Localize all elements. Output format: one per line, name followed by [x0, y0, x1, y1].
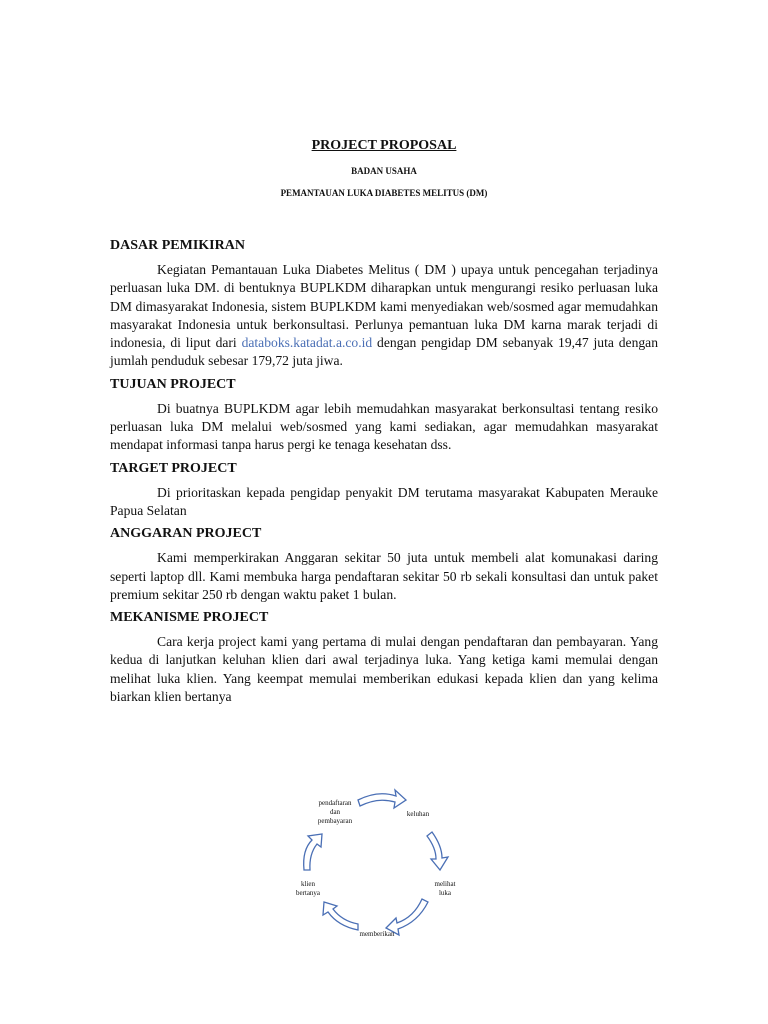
document-body	[110, 237, 658, 711]
section-text-anggaran: Kami memperkirakan Anggaran sekitar 50 juta untuk membeli alat komunakasi daring seperti laptop dll. Kami membuka harga pendaftaran sekitar 50 rb sekali konsultasi dan untuk paket premium sekitar 250 rb dengan waktu paket 1 bulan.	[110, 550, 658, 602]
section-heading-tujuan: TUJUAN PROJECT	[110, 376, 236, 392]
section-text-dasar	[110, 261, 658, 371]
step5-line2: bertanya	[295, 889, 321, 897]
section-heading-mekanisme: MEKANISME PROJECT	[110, 610, 269, 626]
step5-line1: klien	[301, 880, 315, 888]
cycle-step-4-label: memberikan	[359, 930, 395, 938]
arrow-step5-to-step1	[304, 834, 322, 870]
section-heading-target: TARGET PROJECT	[110, 460, 237, 476]
section-heading-anggaran: ANGGARAN PROJECT	[110, 526, 262, 542]
step1-line3: pembayaran	[317, 817, 353, 825]
document-title: PROJECT PROPOSAL	[311, 138, 457, 153]
section-text-mekanisme: Cara kerja project kami yang pertama di mulai dengan pendaftaran dan pembayaran. Yang kedua di lanjutkan keluhan klien dari awal terjadinya luka. Yang ketiga kami memulai dengan melihat luka klien. Yang keempat memulai memberikan edukasi kepada klien dan yang kelima biarkan klien bertanya	[110, 634, 658, 705]
arrow-step2-to-step3	[427, 832, 448, 870]
section-text-target: Di prioritaskan kepada pengidap penyakit DM terutama masyarakat Kabupaten Merauke Papua Selatan	[110, 484, 658, 518]
cycle-step-5-label	[286, 880, 330, 898]
step3-line2: luka	[438, 889, 452, 897]
step3-line1: melihat	[434, 880, 456, 888]
source-link[interactable]: databoks.katadat.a.co.id	[241, 335, 373, 351]
dasar-text-part2: dengan pengidap DM sebanyak 19,47 juta dengan jumlah penduduk sebesar 179,72 juta jiwa.	[110, 335, 658, 369]
step1-line2: dan	[329, 808, 341, 816]
document-subtitle-topic: PEMANTAUAN LUKA DIABETES MELITUS (DM)	[280, 188, 488, 198]
document-subtitle-org: BADAN USAHA	[351, 166, 417, 176]
section-heading-dasar: DASAR PEMIKIRAN	[110, 238, 245, 253]
cycle-step-2-label: keluhan	[406, 810, 430, 818]
cycle-step-1-label	[304, 799, 366, 826]
cycle-diagram	[278, 784, 478, 944]
dasar-text-part1: Kegiatan Pemantauan Luka Diabetes Melitus ( DM ) upaya untuk pencegahan terjadinya perluasan luka DM. di bentuknya BUPLKDM diharapkan untuk mengurangi resiko perluasan luka DM dimasyarakat Indonesia, sistem BUPLKDM kami menyediakan web/sosmed agar memudahkan masyarakat Indonesia untuk berkonsultasi. Perlunya pemantuan luka DM karna marak terjadi di indonesia, di liput dari	[110, 262, 658, 351]
cycle-step-3-label	[424, 880, 466, 898]
arrow-step4-to-step5	[323, 902, 358, 930]
section-text-tujuan: Di buatnya BUPLKDM agar lebih memudahkan masyarakat berkonsultasi tentang resiko perluasan luka DM melalui web/sosmed yang kami sediakan, agar memudahkan masyarakat mendapat informasi tanpa harus pergi ke tenaga kesehatan dss.	[110, 400, 658, 453]
step1-line1: pendaftaran	[318, 799, 352, 807]
